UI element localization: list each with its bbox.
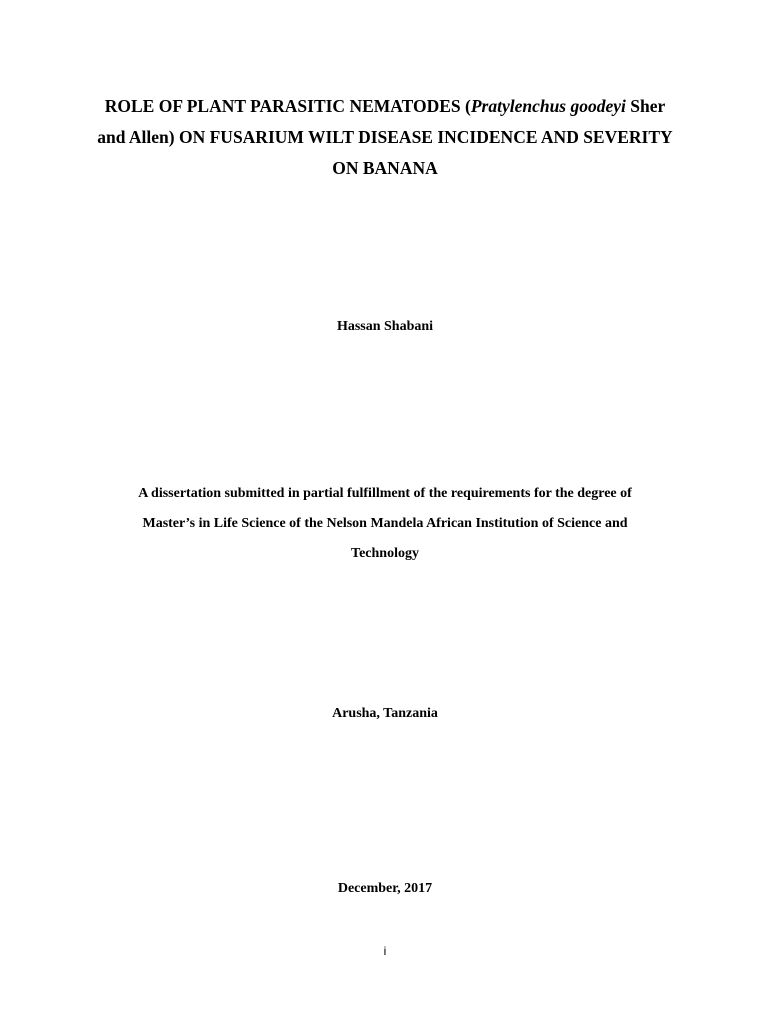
author-name: Hassan Shabani: [336, 319, 434, 334]
species-name: Pratylenchus goodeyi: [470, 96, 626, 116]
statement-line-3: Technology: [351, 546, 419, 561]
statement-line-1: A dissertation submitted in partial fulfillment of the requirements for the degree of: [138, 486, 632, 501]
submission-date: December, 2017: [337, 881, 433, 896]
title-line-1-start: ROLE OF PLANT PARASITIC NEMATODES (: [104, 96, 471, 116]
title-line-1-end: Sher: [625, 96, 666, 116]
place-of-submission: Arusha, Tanzania: [332, 706, 438, 721]
title-line-2: and Allen) ON FUSARIUM WILT DISEASE INCIDENCE AND SEVERITY: [97, 127, 673, 147]
title-line-3: ON BANANA: [332, 158, 438, 178]
page-number: i: [383, 944, 387, 958]
statement-line-2: Master’s in Life Science of the Nelson Mandela African Institution of Science and: [142, 516, 628, 531]
dissertation-title: [40, 91, 730, 184]
title-line-1: [40, 91, 730, 122]
submission-statement: [40, 479, 730, 569]
